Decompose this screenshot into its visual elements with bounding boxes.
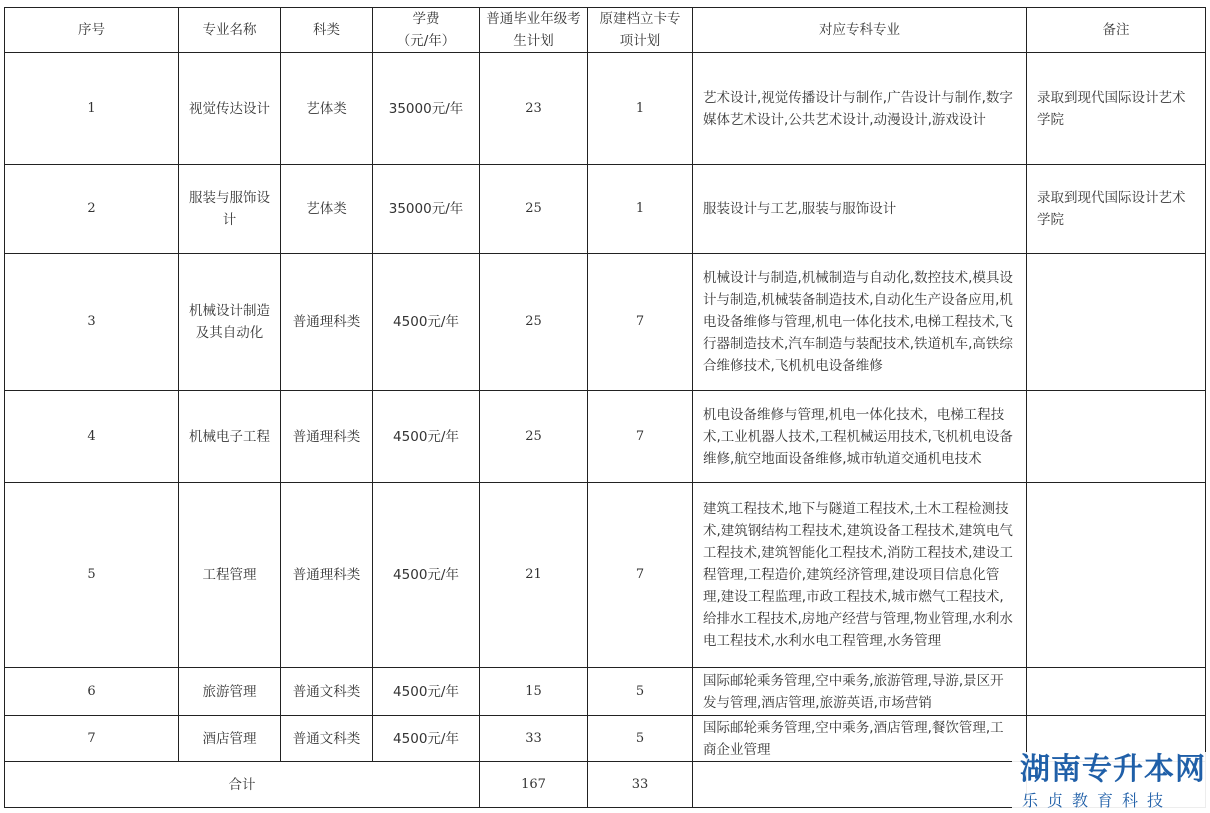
row-seq: 6	[5, 668, 179, 716]
watermark-title: 湖南专升本网	[1020, 752, 1206, 787]
enrollment-plan-table	[4, 7, 1206, 808]
row-remark	[1027, 483, 1206, 668]
row-category: 普通文科类	[281, 668, 373, 716]
row-seq: 2	[5, 165, 179, 254]
row-general-plan: 25	[480, 165, 588, 254]
table-row	[5, 391, 1206, 483]
row-junior-majors: 服装设计与工艺,服装与服饰设计	[693, 165, 1027, 254]
row-seq: 1	[5, 53, 179, 165]
header-fee-line2: （元/年）	[396, 33, 456, 49]
total-special-plan: 33	[588, 762, 693, 808]
row-category: 普通理科类	[281, 483, 373, 668]
table-row	[5, 254, 1206, 391]
row-special-plan: 5	[588, 668, 693, 716]
row-category: 艺体类	[281, 53, 373, 165]
row-major: 工程管理	[179, 483, 281, 668]
row-fee: 4500元/年	[373, 391, 480, 483]
table-row	[5, 53, 1206, 165]
header-category: 科类	[281, 8, 373, 53]
row-remark: 录取到现代国际设计艺术学院	[1027, 165, 1206, 254]
row-junior-majors: 国际邮轮乘务管理,空中乘务,旅游管理,导游,景区开发与管理,酒店管理,旅游英语,市场营销	[693, 668, 1027, 716]
watermark-subtitle: 乐贞教育科技	[1022, 791, 1173, 810]
total-label: 合计	[5, 762, 480, 808]
table-row	[5, 668, 1206, 716]
total-junior-majors-empty	[693, 762, 1027, 808]
row-remark	[1027, 668, 1206, 716]
header-row	[5, 8, 1206, 53]
row-seq: 3	[5, 254, 179, 391]
row-category: 普通理科类	[281, 391, 373, 483]
row-seq: 4	[5, 391, 179, 483]
header-plan-general: 普通毕业年级考生计划	[480, 8, 588, 53]
row-junior-majors: 建筑工程技术,地下与隧道工程技术,土木工程检测技术,建筑钢结构工程技术,建筑设备工程技术,建筑电气工程技术,建筑智能化工程技术,消防工程技术,建设工程管理,工程造价,建筑经济管理,建设项目信息化管理,建设工程监理,市政工程技术,城市燃气工程技术,给排水工程技术,房地产经营与管理,物业管理,水利水电工程技术,水利水电工程管理,水务管理	[693, 483, 1027, 668]
row-fee: 4500元/年	[373, 483, 480, 668]
row-general-plan: 21	[480, 483, 588, 668]
row-fee: 35000元/年	[373, 165, 480, 254]
row-category: 普通文科类	[281, 716, 373, 762]
row-major: 视觉传达设计	[179, 53, 281, 165]
header-major: 专业名称	[179, 8, 281, 53]
row-junior-majors: 艺术设计,视觉传播设计与制作,广告设计与制作,数字媒体艺术设计,公共艺术设计,动漫设计,游戏设计	[693, 53, 1027, 165]
table-row	[5, 165, 1206, 254]
row-category: 普通理科类	[281, 254, 373, 391]
row-general-plan: 33	[480, 716, 588, 762]
row-major: 机械设计制造及其自动化	[179, 254, 281, 391]
row-major: 服装与服饰设计	[179, 165, 281, 254]
row-general-plan: 25	[480, 391, 588, 483]
row-remark: 录取到现代国际设计艺术学院	[1027, 53, 1206, 165]
header-junior-majors: 对应专科专业	[693, 8, 1027, 53]
row-junior-majors: 机械设计与制造,机械制造与自动化,数控技术,模具设计与制造,机械装备制造技术,自动化生产设备应用,机电设备维修与管理,机电一体化技术,电梯工程技术,飞行器制造技术,汽车制造与装配技术,铁道机车,高铁综合维修技术,飞机机电设备维修	[693, 254, 1027, 391]
row-special-plan: 1	[588, 53, 693, 165]
row-fee: 4500元/年	[373, 254, 480, 391]
row-special-plan: 7	[588, 483, 693, 668]
header-plan-special: 原建档立卡专项计划	[588, 8, 693, 53]
row-fee: 4500元/年	[373, 716, 480, 762]
total-general-plan: 167	[480, 762, 588, 808]
row-major: 酒店管理	[179, 716, 281, 762]
row-fee: 4500元/年	[373, 668, 480, 716]
row-junior-majors: 机电设备维修与管理,机电一体化技术，电梯工程技术,工业机器人技术,工程机械运用技术,飞机机电设备维修,航空地面设备维修,城市轨道交通机电技术	[693, 391, 1027, 483]
row-special-plan: 1	[588, 165, 693, 254]
row-major: 机械电子工程	[179, 391, 281, 483]
row-junior-majors: 国际邮轮乘务管理,空中乘务,酒店管理,餐饮管理,工商企业管理	[693, 716, 1027, 762]
row-special-plan: 7	[588, 254, 693, 391]
watermark-logo	[1012, 752, 1210, 813]
row-seq: 7	[5, 716, 179, 762]
row-remark	[1027, 391, 1206, 483]
row-remark	[1027, 254, 1206, 391]
header-seq: 序号	[5, 8, 179, 53]
header-fee	[373, 8, 480, 53]
row-general-plan: 23	[480, 53, 588, 165]
row-special-plan: 7	[588, 391, 693, 483]
row-fee: 35000元/年	[373, 53, 480, 165]
row-major: 旅游管理	[179, 668, 281, 716]
row-special-plan: 5	[588, 716, 693, 762]
header-remark: 备注	[1027, 8, 1206, 53]
row-general-plan: 15	[480, 668, 588, 716]
table-row	[5, 483, 1206, 668]
row-general-plan: 25	[480, 254, 588, 391]
header-fee-line1: 学费	[412, 11, 440, 27]
row-seq: 5	[5, 483, 179, 668]
row-category: 艺体类	[281, 165, 373, 254]
